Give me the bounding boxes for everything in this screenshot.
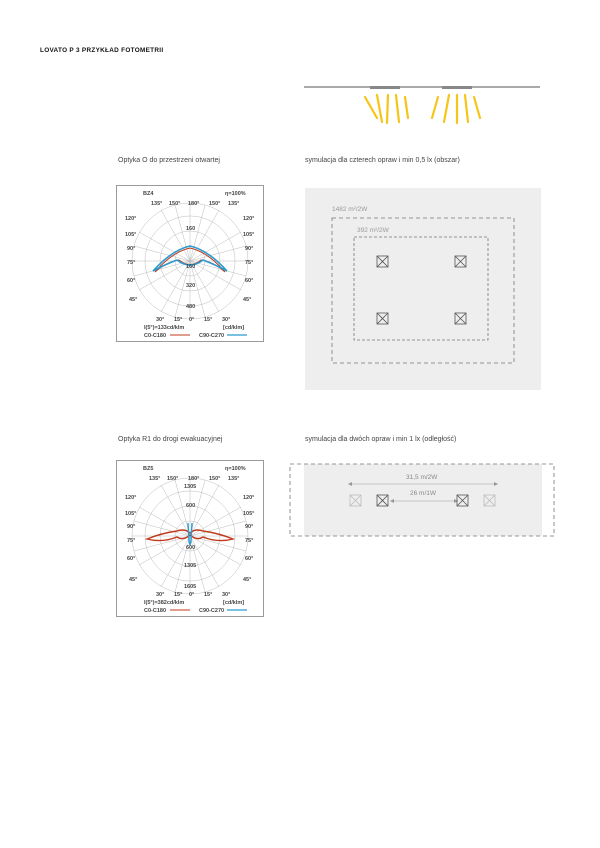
svg-text:120°: 120° bbox=[243, 216, 255, 222]
svg-text:480: 480 bbox=[186, 304, 196, 310]
svg-text:160: 160 bbox=[186, 264, 196, 270]
svg-text:1305: 1305 bbox=[184, 563, 197, 569]
svg-text:105°: 105° bbox=[243, 232, 255, 238]
luminaire-2 bbox=[442, 86, 472, 89]
svg-text:120°: 120° bbox=[125, 216, 137, 222]
svg-text:320: 320 bbox=[186, 283, 196, 289]
outer-area-label: 1482 m²/2W bbox=[332, 206, 368, 213]
svg-text:120°: 120° bbox=[243, 495, 255, 501]
svg-text:150°: 150° bbox=[167, 476, 179, 482]
svg-text:30°: 30° bbox=[156, 317, 165, 323]
svg-text:600: 600 bbox=[186, 503, 196, 509]
svg-text:90°: 90° bbox=[245, 524, 254, 530]
light-rays-2 bbox=[432, 95, 480, 123]
svg-text:15°: 15° bbox=[204, 317, 213, 323]
caption-optic-r1: Optyka R1 do drogi ewakuacyjnej bbox=[118, 436, 223, 443]
luminaire-icons-4 bbox=[377, 256, 466, 324]
polar-diagram-bz5 bbox=[116, 460, 264, 617]
svg-text:60°: 60° bbox=[245, 556, 254, 562]
polar-eta: η=100% bbox=[225, 191, 246, 197]
legend-c0: C0-C180 bbox=[144, 333, 167, 339]
unit-label: [cd/klm] bbox=[223, 600, 245, 606]
svg-text:150°: 150° bbox=[209, 201, 221, 207]
ceiling-illustration bbox=[300, 82, 545, 132]
svg-text:45°: 45° bbox=[129, 297, 138, 303]
svg-text:150°: 150° bbox=[169, 201, 181, 207]
svg-text:45°: 45° bbox=[243, 577, 252, 583]
inner-area-label: 392 m²/2W bbox=[357, 227, 389, 234]
svg-text:600: 600 bbox=[186, 545, 196, 551]
svg-text:90°: 90° bbox=[127, 524, 136, 530]
outer-area bbox=[332, 218, 514, 363]
svg-text:30°: 30° bbox=[222, 592, 231, 598]
svg-text:15°: 15° bbox=[204, 592, 213, 598]
caption-simulation-two: symulacja dla dwóch opraw i min 1 lx (odległość) bbox=[305, 436, 457, 443]
svg-text:45°: 45° bbox=[243, 297, 252, 303]
light-rays-1 bbox=[365, 95, 408, 123]
svg-text:15°: 15° bbox=[174, 317, 183, 323]
svg-text:150°: 150° bbox=[209, 476, 221, 482]
svg-text:135°: 135° bbox=[151, 201, 163, 207]
svg-text:60°: 60° bbox=[127, 278, 136, 284]
polar-code: BZ5 bbox=[143, 466, 154, 472]
polar-svg-2 bbox=[117, 461, 263, 616]
luminaire-1 bbox=[370, 86, 400, 89]
outer-distance-label: 31,5 m/2W bbox=[406, 474, 438, 481]
svg-text:105°: 105° bbox=[125, 232, 137, 238]
intensity-label: I(5°)=382cd/klm bbox=[144, 600, 185, 606]
svg-text:75°: 75° bbox=[127, 538, 136, 544]
svg-text:15°: 15° bbox=[174, 592, 183, 598]
area-simulation-svg bbox=[305, 188, 541, 390]
polar-diagram-bz4 bbox=[116, 185, 264, 342]
svg-text:30°: 30° bbox=[156, 592, 165, 598]
svg-text:90°: 90° bbox=[127, 246, 136, 252]
svg-text:180°: 180° bbox=[188, 476, 200, 482]
distance-simulation-svg bbox=[288, 462, 556, 540]
svg-text:60°: 60° bbox=[127, 556, 136, 562]
svg-text:105°: 105° bbox=[125, 511, 137, 517]
inner-distance-label: 26 m/1W bbox=[410, 490, 437, 497]
svg-text:180°: 180° bbox=[188, 201, 200, 207]
polar-code: BZ4 bbox=[143, 191, 154, 197]
legend-c0: C0-C180 bbox=[144, 608, 167, 614]
caption-optic-o: Optyka O do przestrzeni otwartej bbox=[118, 157, 220, 164]
svg-text:45°: 45° bbox=[129, 577, 138, 583]
caption-simulation-four: symulacja dla czterech opraw i min 0,5 lx (obszar) bbox=[305, 157, 460, 164]
legend-c90: C90-C270 bbox=[199, 608, 225, 614]
inner-area bbox=[354, 237, 488, 340]
polar-svg-1 bbox=[117, 186, 263, 341]
svg-text:135°: 135° bbox=[228, 201, 240, 207]
svg-text:90°: 90° bbox=[245, 246, 254, 252]
svg-text:75°: 75° bbox=[127, 260, 136, 266]
svg-text:120°: 120° bbox=[125, 495, 137, 501]
svg-text:135°: 135° bbox=[149, 476, 161, 482]
polar-eta: η=100% bbox=[225, 466, 246, 472]
legend-c90: C90-C270 bbox=[199, 333, 225, 339]
svg-text:0°: 0° bbox=[189, 592, 195, 598]
svg-text:60°: 60° bbox=[245, 278, 254, 284]
svg-text:30°: 30° bbox=[222, 317, 231, 323]
page-header: LOVATO P 3 PRZYKŁAD FOTOMETRII bbox=[40, 47, 164, 54]
svg-text:1605: 1605 bbox=[184, 584, 197, 590]
svg-text:160: 160 bbox=[186, 226, 196, 232]
svg-text:75°: 75° bbox=[245, 260, 254, 266]
svg-text:0°: 0° bbox=[189, 317, 195, 323]
intensity-label: I(5°)=133cd/klm bbox=[144, 325, 185, 331]
svg-text:1305: 1305 bbox=[184, 484, 197, 490]
svg-text:135°: 135° bbox=[228, 476, 240, 482]
svg-text:105°: 105° bbox=[243, 511, 255, 517]
area-simulation-panel bbox=[305, 188, 541, 390]
distance-simulation-panel bbox=[288, 462, 556, 540]
svg-text:75°: 75° bbox=[245, 538, 254, 544]
unit-label: [cd/klm] bbox=[223, 325, 245, 331]
